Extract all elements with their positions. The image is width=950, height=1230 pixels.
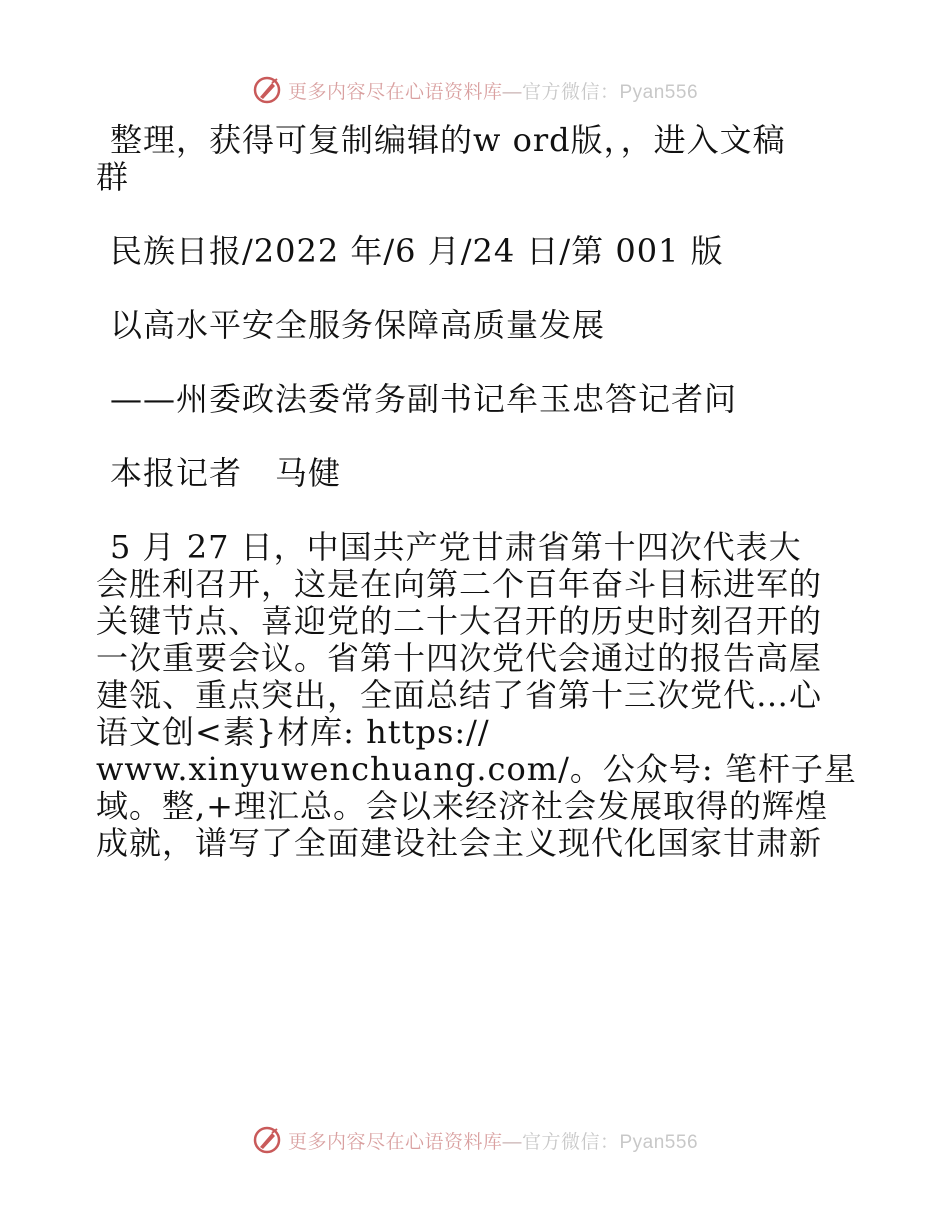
quill-logo-icon xyxy=(252,1125,282,1155)
intro-paragraph xyxy=(96,122,856,196)
document-body xyxy=(96,122,856,862)
watermark-banner-top xyxy=(0,72,950,108)
intro-line-2: 群 xyxy=(96,158,130,196)
body-line-1: 5 月 27 日，中国共产党甘肃省第十四次代表大 xyxy=(110,528,802,566)
body-line-6: 语文创<素}材库: https:// xyxy=(96,713,490,751)
body-line-9: 成就，谱写了全面建设社会主义现代化国家甘肃新 xyxy=(96,824,823,862)
watermark-text xyxy=(288,77,698,104)
watermark-text xyxy=(288,1127,698,1154)
dateline: 民族日报/2022 年/6 月/24 日/第 001 版 xyxy=(110,232,724,270)
body-line-5: 建瓴、重点突出，全面总结了省第十三次党代…心 xyxy=(96,676,823,714)
body-line-4: 一次重要会议。省第十四次党代会通过的报告高屋 xyxy=(96,639,823,677)
body-line-8: 域。整,+理汇总。会以来经济社会发展取得的辉煌 xyxy=(96,787,828,825)
subheadline: ——州委政法委常务副书记牟玉忠答记者问 xyxy=(110,380,738,418)
watermark-separator: — xyxy=(502,81,522,103)
quill-logo-icon xyxy=(252,75,282,105)
body-line-3: 关键节点、喜迎党的二十大召开的历史时刻召开的 xyxy=(96,602,823,640)
watermark-brand: 更多内容尽在心语资料库 xyxy=(287,81,503,103)
headline: 以高水平安全服务保障高质量发展 xyxy=(110,306,606,344)
watermark-wechat: 官方微信：Pyan556 xyxy=(522,81,699,103)
watermark-brand: 更多内容尽在心语资料库 xyxy=(287,1131,503,1153)
watermark-wechat: 官方微信：Pyan556 xyxy=(522,1131,699,1153)
watermark-separator: — xyxy=(502,1131,522,1153)
watermark-banner-bottom xyxy=(0,1122,950,1158)
body-paragraph xyxy=(96,529,856,862)
body-line-2: 会胜利召开，这是在向第二个百年奋斗目标进军的 xyxy=(96,565,823,603)
body-line-7: www.xinyuwenchuang.com/。公众号: 笔杆子星 xyxy=(96,750,857,788)
byline: 本报记者 马健 xyxy=(110,454,342,492)
intro-line-1: 整理，获得可复制编辑的w ord版，，进入文稿 xyxy=(110,121,786,159)
